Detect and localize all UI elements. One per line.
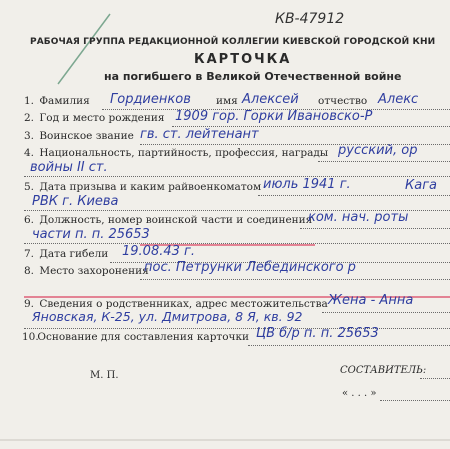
field-2-label: 2. Год и место рождения xyxy=(24,112,165,124)
compiled-by-line xyxy=(420,378,450,379)
card-subtitle: на погибшего в Великой Отечественной войне xyxy=(104,70,402,83)
name-label: имя xyxy=(216,95,238,107)
field-3-label: 3. Воинское звание xyxy=(24,130,134,142)
patronymic-value: Алекс xyxy=(378,92,419,107)
position-value-1: ком. нач. роты xyxy=(308,210,409,225)
date-line: « . . . » xyxy=(342,388,377,399)
date-underline xyxy=(380,400,450,401)
basis-value: ЦВ б/р п. п. 25653 xyxy=(256,326,379,341)
field-9-line xyxy=(322,312,450,313)
field-8-line xyxy=(140,279,450,280)
field-6-label: 6. Должность, номер воинской части и соединения xyxy=(24,214,313,226)
field-10-line xyxy=(248,345,450,346)
draft-value-2: РВК г. Киева xyxy=(32,194,119,209)
field-5-line xyxy=(258,195,450,196)
name-value: Алексей xyxy=(242,92,299,107)
field-4-line-2 xyxy=(24,176,450,177)
death-date-value: 19.08.43 г. xyxy=(122,244,195,259)
card-title: КАРТОЧКА xyxy=(194,52,292,67)
field-5-label: 5. Дата призыва и каким райвоенкоматом xyxy=(24,181,262,193)
archive-number: КВ-47912 xyxy=(275,11,345,27)
field-10-label: 10. Основание для составления карточки xyxy=(22,331,250,343)
card-header: РАБОЧАЯ ГРУППА РЕДАКЦИОННОЙ КОЛЛЕГИИ КИЕВСКОЙ ГОРОДСКОЙ КНИ xyxy=(30,37,436,47)
field-7-label: 7. Дата гибели xyxy=(24,248,109,260)
relatives-value-2: Яновская, К-25, ул. Дмитрова, 8 Я, кв. 92 xyxy=(32,309,303,324)
rank-value: гв. ст. лейтенант xyxy=(140,127,259,142)
position-value-2: части п. п. 25653 xyxy=(32,227,150,242)
relatives-value-1: Жена - Анна xyxy=(328,293,414,308)
field-1-label: 1. Фамилия xyxy=(24,95,90,107)
surname-value: Гордиенков xyxy=(110,92,191,107)
field-8-label: 8. Место захоронения xyxy=(24,265,149,277)
stamp-place-label: М. П. xyxy=(90,370,119,381)
birth-value: 1909 гор. Горки Ивановско-Р xyxy=(175,109,373,124)
patronymic-label: отчество xyxy=(318,95,368,107)
draft-value-1b: Кага xyxy=(405,178,437,193)
field-6-line xyxy=(300,228,450,229)
field-4-line xyxy=(318,161,450,162)
field-4-label: 4. Национальность, партийность, профессия, награды xyxy=(24,147,329,159)
draft-value-1: июль 1941 г. xyxy=(263,177,351,192)
nationality-value-1: русский, ор xyxy=(338,143,418,158)
field-9-label: 9. Сведения о родственниках, адрес местожительства xyxy=(24,298,328,310)
field-9-line-2 xyxy=(24,328,450,329)
compiled-by-label: СОСТАВИТЕЛЬ: xyxy=(340,365,427,376)
burial-value: пос. Петрунки Лебединского р xyxy=(144,260,356,275)
nationality-value-2: войны II ст. xyxy=(30,160,108,175)
